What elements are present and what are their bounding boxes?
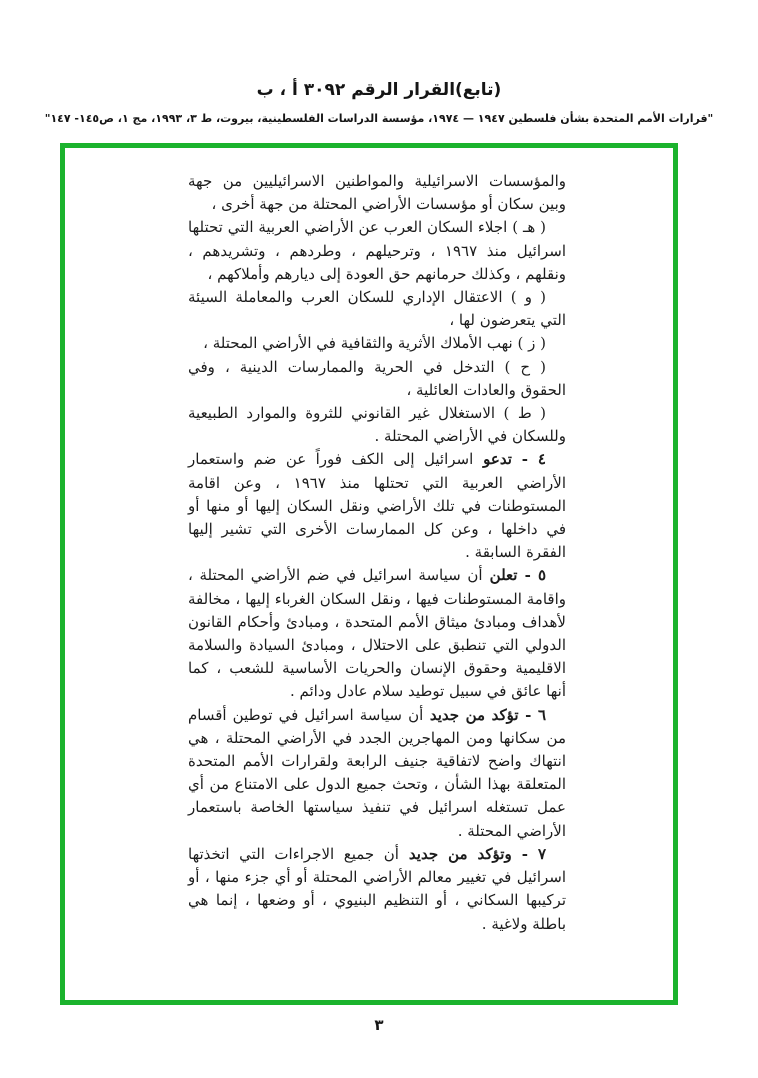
paragraph-marker: ٦ - <box>518 705 546 724</box>
paragraph-lead-word: تؤكد من جديد <box>423 705 519 724</box>
paragraphs <box>188 170 566 936</box>
paragraph-lead-word: تدعو <box>473 450 512 469</box>
paragraph-marker: ( ط ) <box>495 404 546 423</box>
document-body <box>188 170 566 936</box>
paragraph-marker: ( ز ) <box>512 334 546 353</box>
paragraph-lead-word: وتؤكد من جديد <box>398 844 512 863</box>
paragraph-marker: ٤ - <box>511 450 546 469</box>
paragraph-marker: ٧ - <box>511 844 546 863</box>
paragraph: ٧ - وتؤكد من جديد أن جميع الاجراءات التي اتخذتها اسرائيل في تغيير معالم الأراضي المحتلة أو أي جزء منها ، أو تركيبها السكاني ، أو التنظيم البنيوي ، أو وضعها ، إنما هي باطلة ولاغية . <box>188 844 566 933</box>
paragraph-marker: ( و ) <box>502 288 546 307</box>
paragraph: ٦ - تؤكد من جديد أن سياسة اسرائيل في توطين أقسام من سكانها ومن المهاجرين الجدد في الأراضي المحتلة ، هي انتهاك واضح لاتفاقية جنيف الرابعة ولقرارات الأمم المتحدة المتعلقة بهذا الشأن ، وتحث جميع الدول على الامتناع من أي عمل تستغله اسرائيل في تنفيذ سياستها الخاصة باستعمار الأراضي المحتلة . <box>188 705 566 840</box>
page-number: ٣ <box>374 1016 384 1034</box>
paragraph-marker: ( ح ) <box>494 357 546 376</box>
paragraph: والمؤسسات الاسرائيلية والمواطنين الاسرائيليين من جهة وبين سكان أو مؤسسات الأراضي المحتلة من جهة أخرى ، <box>188 172 566 214</box>
paragraph: ( ز ) نهب الأملاك الأثرية والثقافية في الأراضي المحتلة ، <box>203 334 546 353</box>
paragraph: ٤ - تدعو اسرائيل إلى الكف فوراً عن ضم واستعمار الأراضي العربية التي تحتلها منذ ١٩٦٧ ، وعن اقامة المستوطنات في تلك الأراضي ونقل السكان إليها أو منها أو في داخلها ، وعن كل الممارسات الأخرى التي تشير إليها الفقرة السابقة . <box>188 450 566 562</box>
paragraph: ( هـ ) اجلاء السكان العرب عن الأراضي العربية التي تحتلها اسرائيل منذ ١٩٦٧ ، وترحيلهم ، وطردهم ، وتشريدهم ، ونقلهم ، وكذلك حرمانهم حق العودة إلى ديارهم وأملاكهم ، <box>188 218 566 283</box>
paragraph: ( و ) الاعتقال الإداري للسكان العرب والمعاملة السيئة التي يتعرضون لها ، <box>188 288 566 330</box>
paragraph-lead-word: تعلن <box>482 566 518 585</box>
paragraph-marker: ( هـ ) <box>507 218 546 237</box>
paragraph: ٥ - تعلن أن سياسة اسرائيل في ضم الأراضي المحتلة ، واقامة المستوطنات فيها ، ونقل السكان الغرباء إليها ، مخالفة لأهداف ومبادئ ميثاق الأمم المتحدة ، ومبادئ وأحكام القانون الدولي التي تنطبق على الاحتلال ، ومبادئ السيادة والسلامة الاقليمية وحقوق الإنسان والحريات الأساسية للشعب ، كما أنها عائق في سبيل توطيد سلام عادل ودائم . <box>188 566 566 701</box>
source-citation-line: "قرارات الأمم المتحدة بشأن فلسطين ١٩٤٧ — ١٩٧٤، مؤسسة الدراسات الفلسطينية، بيروت، ط ٣، ١٩٩٣، مج ١، ص١٤٥- ١٤٧" <box>44 112 714 125</box>
document-title: (تابع)القرار الرقم ٣٠٩٢ أ ، ب <box>256 80 502 100</box>
paragraph-marker: ٥ - <box>517 566 547 585</box>
paragraph: ( ح ) التدخل في الحرية والممارسات الدينية ، وفي الحقوق والعادات العائلية ، <box>188 357 566 399</box>
paragraph: ( ط ) الاستغلال غير القانوني للثروة والموارد الطبيعية وللسكان في الأراضي المحتلة . <box>188 404 566 446</box>
